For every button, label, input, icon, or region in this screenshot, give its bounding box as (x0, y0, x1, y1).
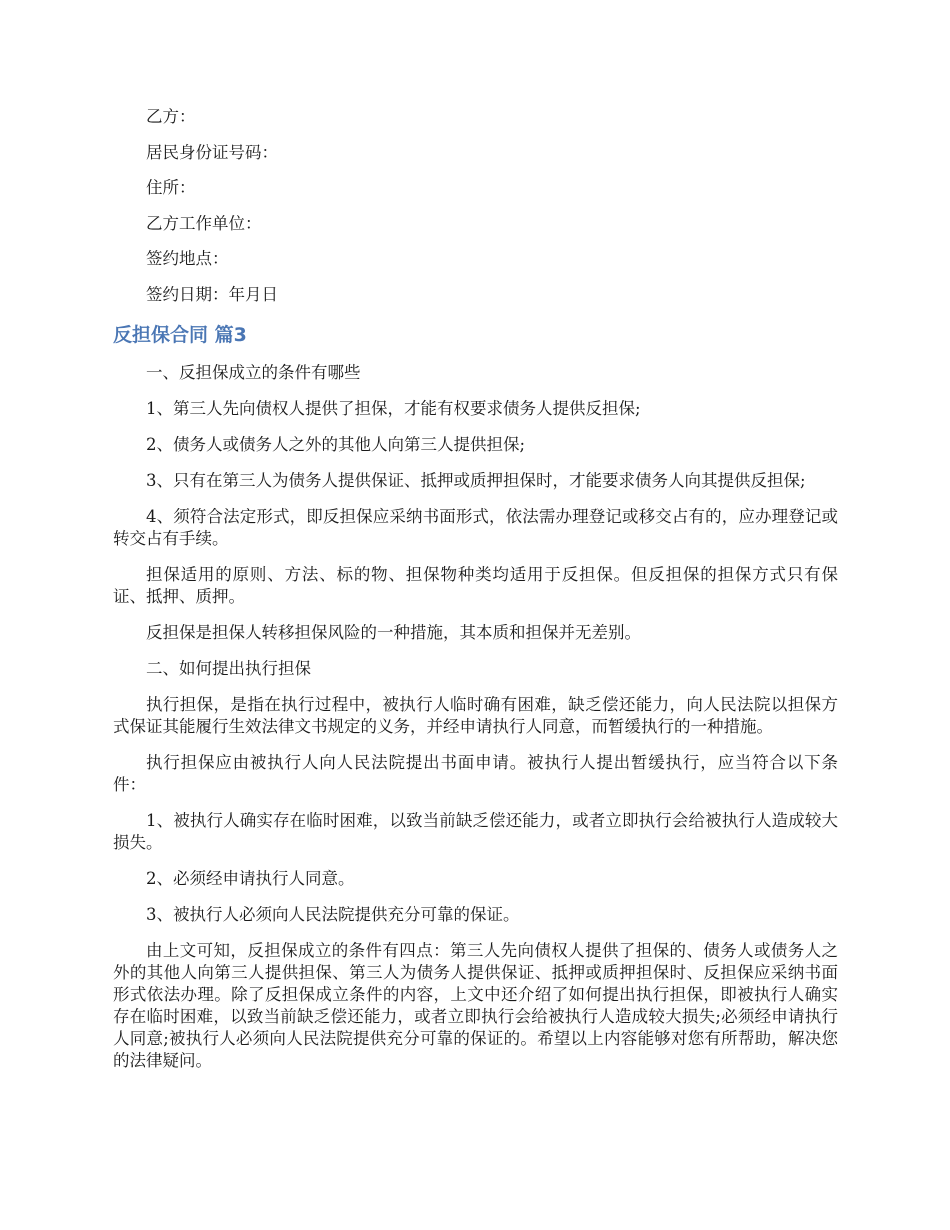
paragraph: 担保适用的原则、方法、标的物、担保物种类均适用于反担保。但反担保的担保方式只有保证、抵押、质押。 (113, 564, 838, 606)
subheading-execution-guarantee: 二、如何提出执行担保 (146, 658, 311, 678)
document-page (113, 106, 838, 1086)
paragraph: 2、债务人或债务人之外的其他人向第三人提供担保; (146, 434, 526, 454)
paragraph: 1、第三人先向债权人提供了担保，才能有权要求债务人提供反担保; (146, 398, 641, 418)
signing-date-field: 签约日期：年月日 (146, 284, 278, 304)
address-field: 住所： (146, 178, 196, 197)
section-heading: 反担保合同 篇3 (113, 323, 247, 346)
paragraph: 3、只有在第三人为债务人提供保证、抵押或质押担保时，才能要求债务人向其提供反担保; (146, 470, 806, 490)
signing-place-field: 签约地点： (146, 249, 229, 268)
employer-field: 乙方工作单位： (146, 213, 262, 233)
paragraph: 3、被执行人必须向人民法院提供充分可靠的保证。 (146, 904, 520, 924)
paragraph: 执行担保，是指在执行过程中，被执行人临时确有困难，缺乏偿还能力，向人民法院以担保方式保证其能履行生效法律文书规定的义务，并经申请执行人同意，而暂缓执行的一种措施。 (113, 694, 838, 736)
document-body (113, 362, 838, 1072)
paragraph: 2、必须经申请执行人同意。 (146, 868, 355, 888)
subheading-conditions: 一、反担保成立的条件有哪些 (146, 362, 361, 382)
party-b-field: 乙方： (146, 107, 196, 126)
contract-fields (113, 106, 838, 306)
paragraph: 执行担保应由被执行人向人民法院提出书面申请。被执行人提出暂缓执行，应当符合以下条件： (113, 752, 838, 794)
id-number-field: 居民身份证号码： (146, 142, 278, 162)
paragraph: 4、须符合法定形式，即反担保应采纳书面形式，依法需办理登记或移交占有的，应办理登记或转交占有手续。 (113, 506, 838, 548)
paragraph: 反担保是担保人转移担保风险的一种措施，其本质和担保并无差别。 (146, 622, 641, 642)
summary-paragraph: 由上文可知，反担保成立的条件有四点：第三人先向债权人提供了担保的、债务人或债务人之外的其他人向第三人提供担保、第三人为债务人提供保证、抵押或质押担保时、反担保应采纳书面形式依法办理。除了反担保成立条件的内容，上文中还介绍了如何提出执行担保，即被执行人确实存在临时困难，以致当前缺乏偿还能力，或者立即执行会给被执行人造成较大损失;必须经申请执行人同意;被执行人必须向人民法院提供充分可靠的保证的。希望以上内容能够对您有所帮助，解决您的法律疑问。 (113, 940, 838, 1070)
paragraph: 1、被执行人确实存在临时困难，以致当前缺乏偿还能力，或者立即执行会给被执行人造成较大损失。 (113, 810, 838, 852)
